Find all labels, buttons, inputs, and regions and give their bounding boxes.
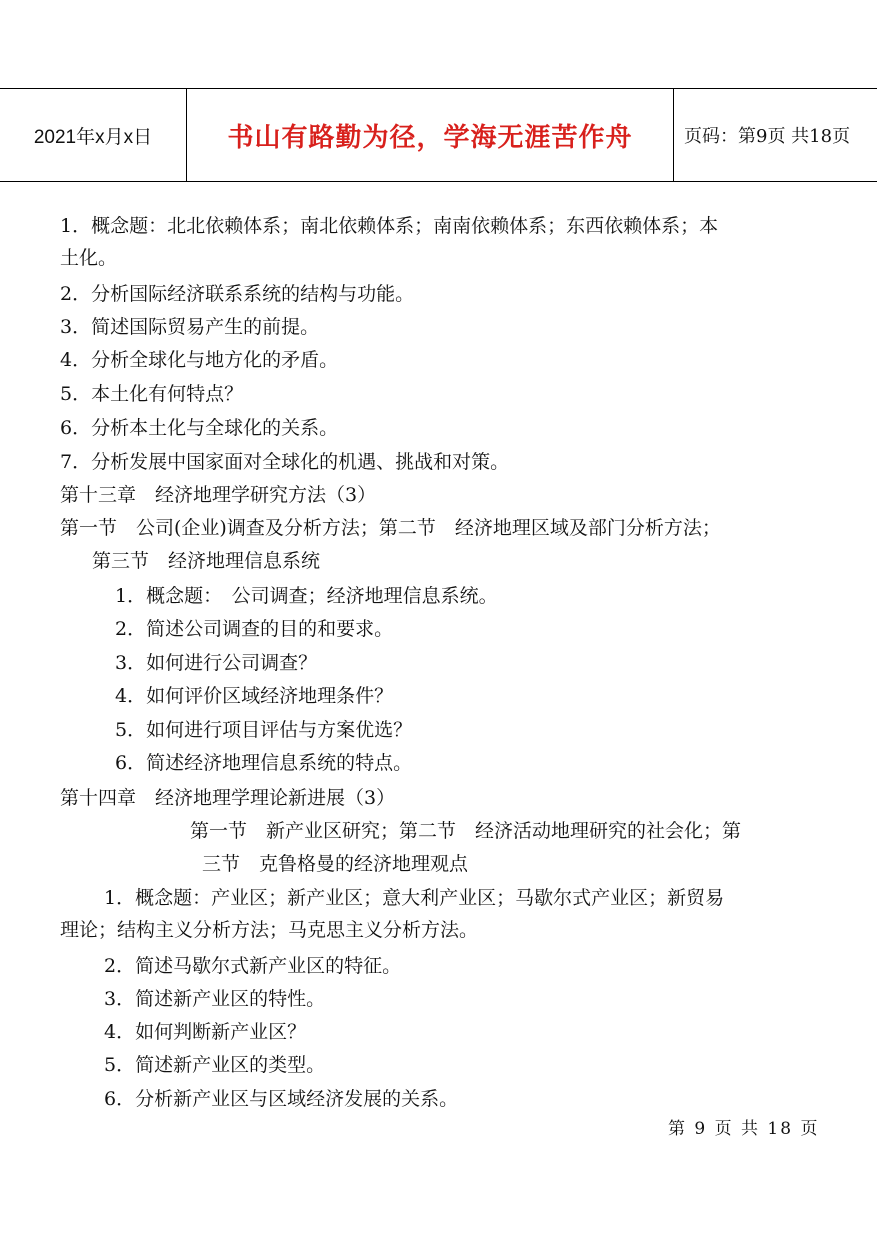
- section-list: 第一节 新产业区研究；第二节 经济活动地理研究的社会化；第: [190, 820, 742, 842]
- text-line: 理论；结构主义分析方法；马克思主义分析方法。: [60, 919, 479, 941]
- text-line: 1．概念题：产业区；新产业区；意大利产业区；马歇尔式产业区；新贸易: [104, 887, 725, 909]
- section-list: 第一节 公司(企业)调查及分析方法；第二节 经济地理区域及部门分析方法；: [60, 517, 721, 539]
- section-list: 三节 克鲁格曼的经济地理观点: [202, 853, 469, 875]
- page-footer: 第 9 页 共 18 页: [668, 1119, 820, 1139]
- text-line: 2．分析国际经济联系系统的结构与功能。: [60, 283, 415, 305]
- text-line: 4．分析全球化与地方化的矛盾。: [60, 349, 339, 371]
- text-line: 3．简述新产业区的特性。: [104, 988, 326, 1010]
- header-date: 2021年x月x日: [33, 126, 153, 148]
- section-list: 第三节 经济地理信息系统: [92, 550, 321, 572]
- text-line: 6．分析新产业区与区域经济发展的关系。: [104, 1088, 459, 1110]
- text-line: 6．分析本土化与全球化的关系。: [60, 417, 339, 439]
- text-line: 3．简述国际贸易产生的前提。: [60, 316, 320, 338]
- text-line: 6．简述经济地理信息系统的特点。: [115, 752, 413, 774]
- page-header: [0, 88, 877, 182]
- text-line: 1．概念题：北北依赖体系；南北依赖体系；南南依赖体系；东西依赖体系；本: [60, 215, 719, 237]
- text-line: 2．简述马歇尔式新产业区的特征。: [104, 955, 402, 977]
- text-line: 土化。: [60, 247, 118, 269]
- text-line: 5．简述新产业区的类型。: [104, 1054, 326, 1076]
- text-line: 4．如何评价区域经济地理条件？: [115, 685, 394, 707]
- header-page-info: 页码：第9页 共18页: [684, 126, 851, 147]
- text-line: 5．如何进行项目评估与方案优选？: [115, 719, 413, 741]
- text-line: 5．本土化有何特点？: [60, 383, 244, 405]
- text-line: 7．分析发展中国家面对全球化的机遇、挑战和对策。: [60, 451, 510, 473]
- text-line: 4．如何判断新产业区？: [104, 1021, 307, 1043]
- text-line: 1．概念题： 公司调查；经济地理信息系统。: [115, 585, 498, 607]
- header-motto: 书山有路勤为径，学海无涯苦作舟: [227, 122, 633, 153]
- header-divider: [673, 89, 674, 181]
- text-line: 3．如何进行公司调查？: [115, 652, 318, 674]
- chapter-heading: 第十三章 经济地理学研究方法（3）: [60, 484, 377, 506]
- chapter-heading: 第十四章 经济地理学理论新进展（3）: [60, 787, 396, 809]
- text-line: 2．简述公司调查的目的和要求。: [115, 618, 394, 640]
